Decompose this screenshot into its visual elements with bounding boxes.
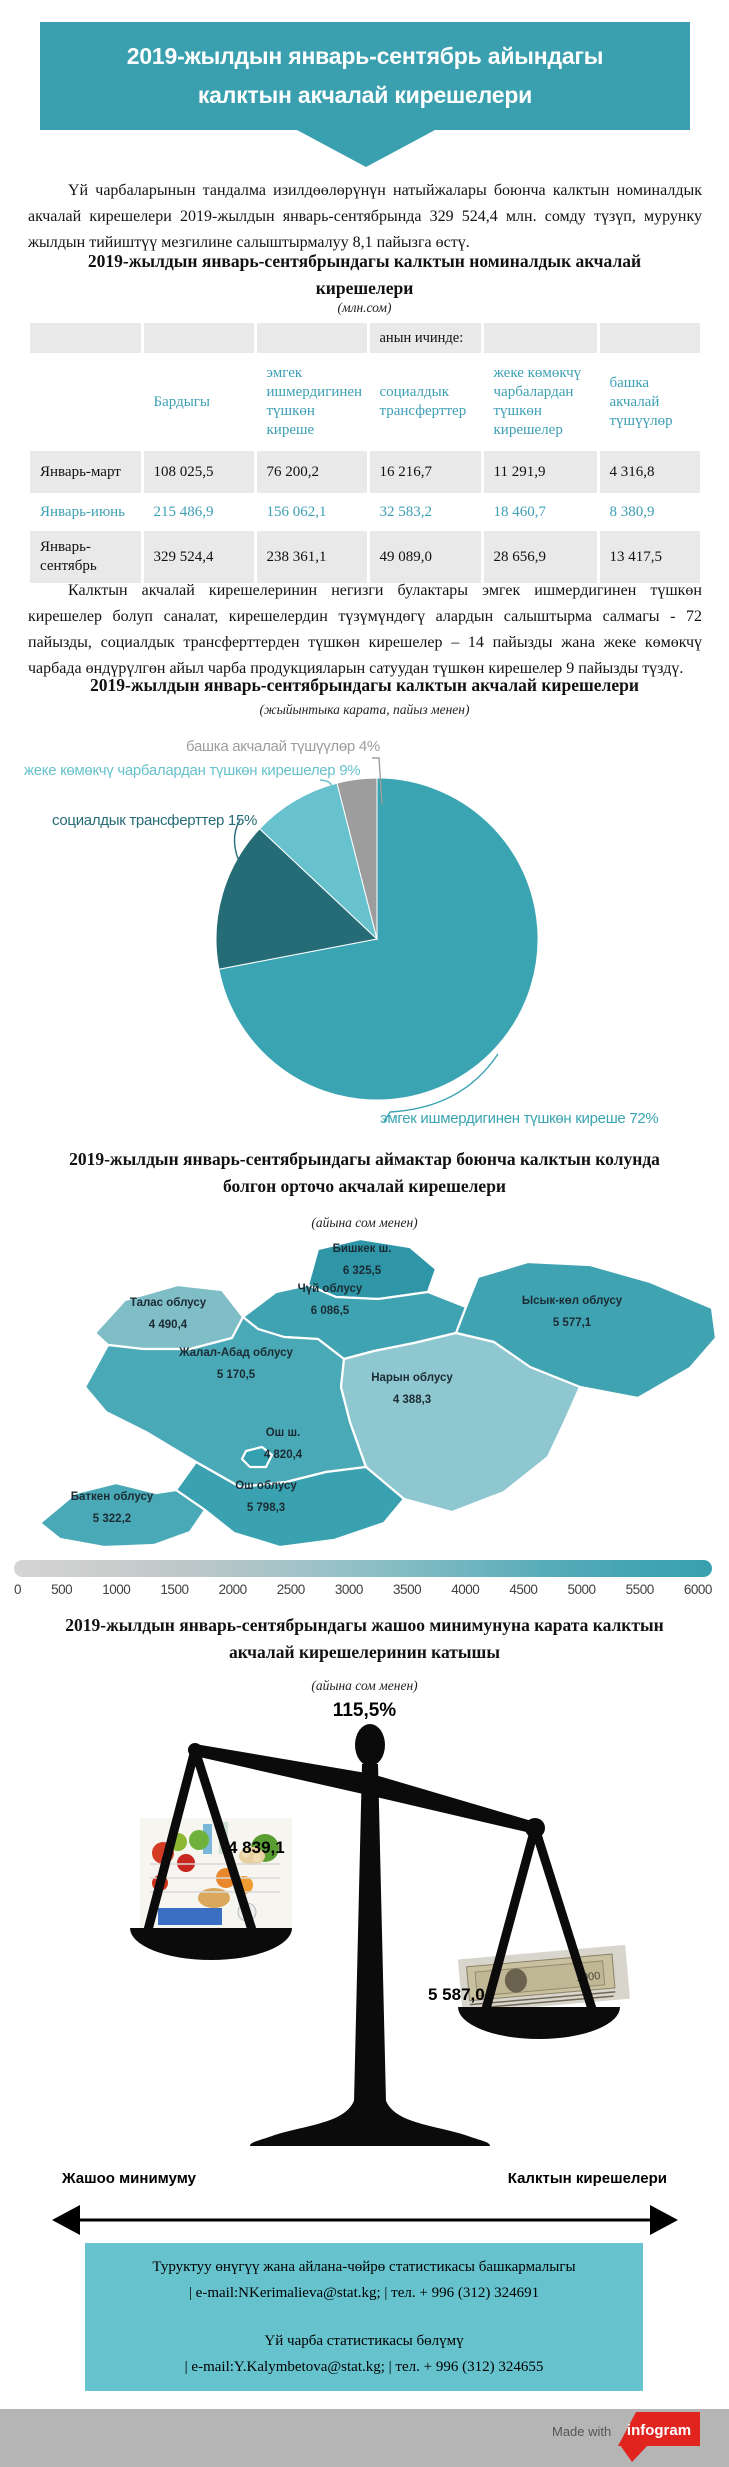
table-row-label: Январь-сентябрь (30, 530, 142, 584)
scale-tick-label: 4000 (451, 1582, 480, 1597)
map-region-label (522, 1295, 622, 1330)
map-region-value: 5 322,2 (92, 1513, 132, 1525)
pie-section-subtitle: (жыйынтыка карата, пайыз менен) (259, 702, 470, 717)
income-table-wrap (30, 320, 700, 583)
banner-title-line2: калктын акчалай кирешелери (197, 82, 533, 108)
banner-title-line1: 2019-жылдын январь-сентябрь айындагы (126, 43, 604, 69)
table-cell-value: 16 216,7 (368, 450, 482, 495)
table-cell-value: 11 291,9 (482, 450, 598, 495)
income-table (30, 320, 700, 583)
table-row-label: Январь-март (30, 450, 142, 495)
table-cell-value: 329 524,4 (142, 530, 255, 584)
balance-section-subtitle: (айына сом менен) (311, 1678, 418, 1693)
map-region-name: Баткен облусу (70, 1491, 154, 1503)
scale-tick-label: 4500 (509, 1582, 538, 1597)
scale-body (130, 1724, 620, 2146)
table-column-header: башка акчалай түшүүлөр (598, 355, 700, 450)
axis-label-minimum: Жашоо минимуму (62, 2170, 196, 2187)
map-region-name: Ысык-көл облусу (521, 1295, 623, 1307)
intro-paragraph: Үй чарбаларынын тандалма изилдөөлөрүнүн натыйжалары боюнча калктын номиналдык акчалай кирешелери 2019-жылдын январь-сентябрында 329 524,4 млн. сомду түзүп, мурунку жылдын тийиштүү мезгилине салыштырмалуу 8,1 пайызга өстү. (28, 182, 702, 251)
table-column-header: эмгек ишмердигинен түшкөн киреше (255, 355, 368, 450)
balance-scale-figure (0, 1712, 729, 2182)
left-pan-value: 4 839,1 (228, 1838, 285, 1857)
footer-line: Үй чарба статистикасы бөлүмү (264, 2333, 464, 2349)
table-column-header: жеке көмөкчү чарбалардан түшкөн кирешелер (482, 355, 598, 450)
map-region-value: 5 577,1 (552, 1317, 592, 1329)
table-row (30, 450, 700, 495)
map-region-name: Талас облусу (129, 1297, 207, 1309)
map-region-label (371, 1372, 453, 1407)
table-spacer-cell (142, 322, 255, 355)
table-cell-value: 4 316,8 (598, 450, 700, 495)
scale-tick-label: 6000 (683, 1582, 712, 1597)
pie-chart-svg (0, 718, 729, 1148)
pie-chart (0, 718, 729, 1148)
table-spacer-cell (30, 322, 142, 355)
scale-tick-label: 3000 (334, 1582, 363, 1597)
scale-tick-label: 5000 (567, 1582, 596, 1597)
footer-line: Туруктуу өнүгүү жана айлана-чөйрө статистикасы башкармалыгы (152, 2259, 576, 2275)
map-section-subtitle: (айына сом менен) (311, 1215, 418, 1230)
table-cell-value: 13 417,5 (598, 530, 700, 584)
table-row-label: Январь-июнь (30, 495, 142, 530)
pie-label-labor-income: эмгек ишмердигинен түшкөн киреше 72% (380, 1110, 659, 1127)
infogram-logo[interactable] (612, 2412, 702, 2464)
table-cell-value: 18 460,7 (482, 495, 598, 530)
map-region-value: 4 388,3 (392, 1394, 432, 1406)
map-region-name: Бишкек ш. (332, 1243, 392, 1255)
title-banner (40, 22, 690, 130)
contacts-box (85, 2243, 643, 2391)
table-cell-value: 238 361,1 (255, 530, 368, 584)
map-region-value: 5 798,3 (246, 1502, 286, 1514)
table-cell-value: 156 062,1 (255, 495, 368, 530)
map-region-value: 6 086,5 (310, 1305, 350, 1317)
table-spacer-cell (255, 322, 368, 355)
double-arrow (0, 2198, 729, 2242)
map-region-label (298, 1283, 363, 1318)
table-column-header: Бардыгы (142, 355, 255, 450)
balance-section-title: 2019-жылдын январь-сентябрындагы жашоо минимунуна карата калктын акчалай кирешелеринин катышы (65, 1615, 664, 1662)
made-with-text: Made with (552, 2424, 612, 2439)
table-spacer-cell (598, 322, 700, 355)
structure-paragraph: Калктын акчалай кирешелеринин негизги булактары эмгек ишмердигинен түшкөн кирешелер болуп саналат, кирешелердин түзүмүндөгү алардын салыштырма салмагы - 72 пайызды, социалдык трансферттерден түшкөн кирешелер – 14 пайызды жана жеке көмөкчү чарбада өндүрүлгөн айыл чарба продукцияларын сатуудан түшкөн кирешелер 9 пайызды түздү. (28, 582, 702, 677)
pie-section-title: 2019-жылдын январь-сентябрындагы калктын акчалай кирешелери (90, 675, 639, 695)
table-cell-value: 49 089,0 (368, 530, 482, 584)
map-color-scale-bar (14, 1560, 712, 1577)
map-region-name: Чүй облусу (297, 1283, 363, 1295)
scale-tick-label: 1000 (102, 1582, 131, 1597)
table-section-title: 2019-жылдын январь-сентябрындагы калктын номиналдык акчалай кирешелери (87, 251, 642, 298)
infogram-logo-text: infogram (626, 2422, 692, 2439)
pie-label-private-farms: жеке көмөкчү чарбалардан түшкөн кирешелер 9% (24, 762, 361, 779)
table-cell-value: 8 380,9 (598, 495, 700, 530)
table-group-header-cell: анын ичинде: (368, 322, 482, 355)
income-table-body (30, 322, 700, 584)
table-row (30, 495, 700, 530)
table-cell-value: 28 656,9 (482, 530, 598, 584)
table-column-header: социалдык трансферттер (368, 355, 482, 450)
scale-tick-label: 2000 (218, 1582, 247, 1597)
map-color-scale-ticks (14, 1582, 712, 1597)
footer-line: | e-mail:Y.Kalymbetova@stat.kg; | тел. + 996 (312) 324655 (184, 2359, 544, 2375)
table-row (30, 530, 700, 584)
table-cell-value: 32 583,2 (368, 495, 482, 530)
map-region-label (333, 1243, 392, 1278)
table-column-header (30, 355, 142, 450)
table-cell-value: 215 486,9 (142, 495, 255, 530)
scale-tick-label: 500 (51, 1582, 73, 1597)
map-region-label (235, 1480, 297, 1515)
axis-label-incomes: Калктын кирешелери (507, 2170, 667, 2187)
map-region-name: Ош ш. (265, 1427, 301, 1439)
table-cell-value: 76 200,2 (255, 450, 368, 495)
scale-tick-label: 3500 (393, 1582, 422, 1597)
map-region-label (179, 1347, 293, 1382)
table-spacer-cell (482, 322, 598, 355)
map-region-name: Ош облусу (235, 1480, 297, 1492)
kyrgyzstan-map (0, 1235, 729, 1555)
map-region-value: 5 170,5 (216, 1369, 256, 1381)
map-region-name: Жалал-Абад облусу (179, 1347, 293, 1359)
scale-tick-label: 1500 (160, 1582, 189, 1597)
scale-tick-label: 0 (14, 1582, 22, 1597)
pie-label-social-transfers: социалдык трансферттер 15% (52, 812, 258, 829)
scale-tick-label: 2500 (276, 1582, 305, 1597)
svg-text:1000: 1000 (575, 1970, 601, 1985)
map-region-value: 4 820,4 (263, 1449, 303, 1461)
banner-pointer-triangle (297, 130, 435, 167)
table-section-subtitle: (млн.сом) (337, 300, 392, 315)
scale-tick-label: 5500 (625, 1582, 654, 1597)
map-region-label (264, 1427, 302, 1462)
map-region-value: 6 325,5 (342, 1265, 382, 1277)
pie-label-other: башка акчалай түшүүлөр 4% (186, 738, 380, 755)
map-region-label (130, 1297, 206, 1332)
map-section-title: 2019-жылдын январь-сентябрындагы аймактар боюнча калктын колунда болгон орточо акчалай кирешелери (69, 1149, 660, 1196)
map-region-name: Нарын облусу (371, 1372, 453, 1384)
right-pan-value: 5 587,0 (428, 1985, 485, 2004)
footer-line: | e-mail:NKerimalieva@stat.kg; | тел. + 996 (312) 324691 (188, 2285, 540, 2301)
balance-ratio-value: 115,5% (332, 1700, 397, 1721)
map-region-label (71, 1491, 153, 1526)
map-region-value: 4 490,4 (148, 1319, 188, 1331)
table-cell-value: 108 025,5 (142, 450, 255, 495)
